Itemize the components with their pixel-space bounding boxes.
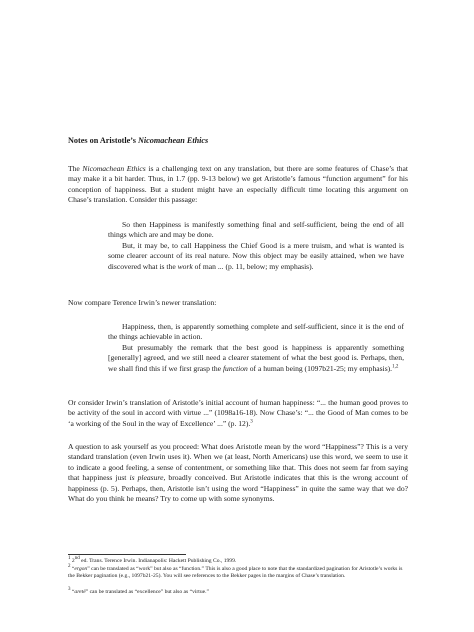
- footnote-ref: 1,2: [392, 364, 399, 370]
- paragraph-intro: The Nicomachean Ethics is a challenging text on any translation, but there are some features of Chase’s that may make it a bit harder. Thus, in 1.7 (pp. 9-13 below) we get Aristotle’s famous “function argument” for his conception of happiness. But a student might have an especially difficult time locating this argument on Chase’s translation. Consider this passage:: [68, 164, 408, 205]
- footnote-2: $^2$ “ergon” can be translated as “work” but also as “function.” This is also a good place to note that the standardized pagination for Aristotle’s works is the Bekker pagination (e.g., 1097b21-25). You will see references to the Bekker pages in the margins of Chase’s translation.: [68, 564, 403, 580]
- paragraph-question: A question to ask yourself as you proceed: What does Aristotle mean by the word “Happiness”? This is a very standard translation (even Irwin uses it). When we (at least, North Americans) use this word, we seem to use it to indicate a good feeling, a sense of contentment, or something like that. This does not seem far from saying that happiness just is pleasure, broadly conceived. But Aristotle indicates that this is the wrong account of happiness (p. 5). Perhaps, then, Aristotle isn’t using the word “Happiness” in quite the same way that we do? What do you think he means? Try to come up with some synonyms.: [68, 442, 408, 504]
- page-title: Notes on Aristotle’s Nicomachean Ethics: [68, 136, 209, 145]
- irwin-quote: Happiness, then, is apparently something complete and self-sufficient, since it is the end of the things achievable in action. But presumably the remark that the best good is happiness is apparently something [generally] agreed, and we still need a clearer statement of what the best good is. Perhaps, then, we shall find this if we first grasp the function of a human being (1097b21-25; my emphasis).$^{1,2}$: [108, 322, 404, 373]
- footnote-ref: 3: [250, 419, 253, 425]
- chase-quote: So then Happiness is manifestly something final and self-sufficient, being the end of all things which are and may be done. But, it may be, to call Happiness the Chief Good is a mere truism, and what is wanted is some clearer account of its real nature. Now this object may be easily attained, when we have discovered what is the work of man ... (p. 11, below; my emphasis).: [108, 220, 404, 271]
- footnote-separator: [68, 554, 186, 555]
- footnote-1: $^1$ 2nd ed. Trans. Terence Irwin. Indianapolis: Hackett Publishing Co., 1999.: [68, 556, 237, 564]
- footnote-3: $^3$ “aretê” can be translated as “excellence” but also as “virtue.”: [68, 587, 209, 595]
- paragraph-compare: Now compare Terence Irwin’s newer translation:: [68, 298, 217, 307]
- paragraph-consider: Or consider Irwin’s translation of Aristotle’s initial account of human happiness: “... the human good proves to be activity of the soul in accord with virtue ...” (1098a16-18). Now Chase’s: “... the Good of Man comes to be ‘a working of the Soul in the way of Excellence’ ...” (p. 12).$^3$: [68, 398, 408, 428]
